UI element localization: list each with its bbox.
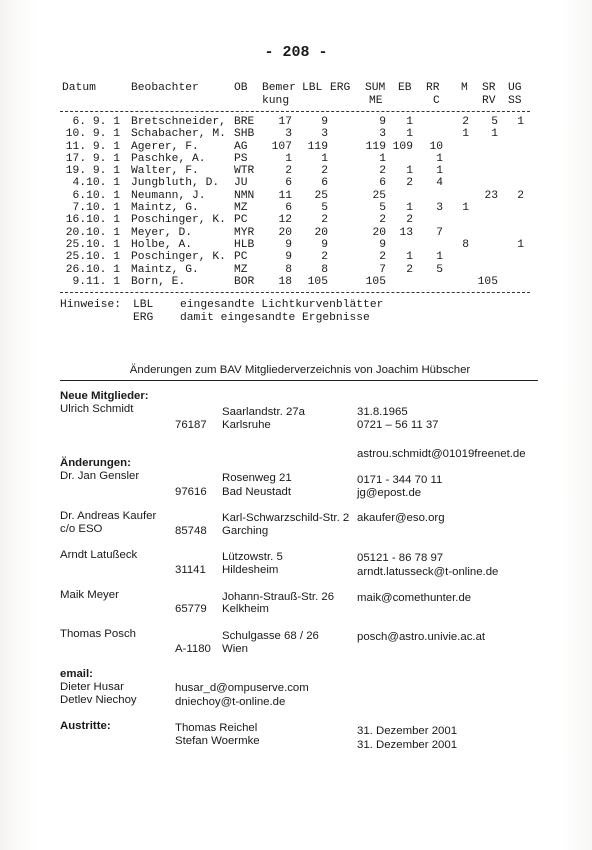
cell-rr: 10 — [429, 140, 443, 153]
header-me: ME — [369, 95, 383, 107]
cell-datum: 4.10. 1 — [72, 177, 120, 190]
cell-lbl: 18 — [278, 275, 292, 288]
cell-ob: BOR — [234, 275, 255, 288]
new-members-heading: Neue Mitglieder: — [60, 390, 149, 402]
cell-rr: 3 — [436, 202, 443, 215]
table-row — [0, 264, 592, 276]
cell-lbl: 9 — [285, 251, 292, 264]
cell-eb: 1 — [406, 251, 413, 264]
cell-beobachter: Maintz, G. — [131, 202, 199, 215]
cell-sr: 105 — [477, 275, 498, 288]
member-name: Arndt Latußeck — [60, 549, 138, 561]
cell-ob: AG — [234, 140, 248, 153]
member-city: Wien — [222, 643, 248, 655]
table-row — [0, 116, 592, 128]
cell-datum: 20.10. 1 — [65, 226, 120, 239]
cell-datum: 6.10. 1 — [72, 189, 120, 202]
section-rule — [60, 380, 538, 381]
cell-datum: 25.10. 1 — [65, 251, 120, 264]
cell-lbl: 6 — [285, 177, 292, 190]
header-ss: SS — [508, 95, 522, 107]
email-heading: email: — [60, 668, 93, 680]
member-name: Dr. Jan Gensler — [60, 470, 140, 482]
table-row — [0, 141, 592, 153]
email-address: husar_d@ompuserve.com — [175, 682, 309, 694]
table-row — [0, 202, 592, 214]
table-row — [0, 128, 592, 140]
member-city: Garching — [222, 525, 269, 537]
cell-sum: 9 — [379, 238, 386, 251]
cell-ob: JU — [234, 177, 248, 190]
email-name: Detlev Niechoy — [60, 694, 137, 706]
member-zip: 31141 — [175, 564, 206, 576]
exit-date: 31. Dezember 2001 — [357, 739, 458, 751]
cell-rr: 5 — [436, 263, 443, 276]
member-street: Saarlandstr. 27a — [222, 406, 305, 418]
cell-ob: PS — [234, 152, 248, 165]
header-bemer: Bemer — [262, 82, 296, 94]
header-ob: OB — [234, 82, 248, 94]
member-phone: 0171 - 344 70 11 — [357, 474, 443, 486]
cell-erg: 3 — [321, 128, 328, 141]
cell-sum: 2 — [379, 251, 386, 264]
cell-sum: 20 — [372, 226, 386, 239]
cell-erg: 105 — [307, 275, 328, 288]
cell-rr: 7 — [436, 226, 443, 239]
cell-datum: 9.11. 1 — [72, 275, 120, 288]
table-row — [0, 276, 592, 288]
cell-sum: 5 — [379, 202, 386, 215]
member-zip: 65779 — [175, 603, 207, 615]
table-top-divider — [60, 111, 530, 112]
header-c: C — [433, 95, 440, 107]
cell-datum: 10. 9. 1 — [65, 128, 120, 141]
cell-lbl: 3 — [285, 128, 292, 141]
table-row — [0, 227, 592, 239]
cell-sr: 1 — [491, 128, 498, 141]
cell-erg: 25 — [314, 189, 328, 202]
header-ug: UG — [508, 82, 522, 94]
cell-erg: 1 — [321, 152, 328, 165]
table-row — [0, 153, 592, 165]
member-birthdate: 31.8.1965 — [357, 406, 408, 418]
member-city: Hildesheim — [222, 564, 279, 576]
cell-sum: 7 — [379, 263, 386, 276]
cell-erg: 9 — [321, 238, 328, 251]
cell-ug: 1 — [517, 238, 524, 251]
cell-erg: 5 — [321, 202, 328, 215]
cell-datum: 7.10. 1 — [72, 202, 120, 215]
exit-name: Stefan Woermke — [175, 735, 260, 747]
cell-rr: 4 — [436, 177, 443, 190]
member-zip: 97616 — [175, 486, 207, 498]
table-row — [0, 177, 592, 189]
member-email: akaufer@eso.org — [357, 512, 445, 524]
cell-ob: HLB — [234, 238, 255, 251]
member-zip: 76187 — [175, 419, 207, 431]
cell-m: 1 — [462, 202, 469, 215]
member-email: astrou.schmidt@01019freenet.de — [357, 448, 526, 460]
header-datum: Datum — [62, 82, 96, 94]
cell-beobachter: Walter, F. — [131, 165, 199, 178]
cell-m: 1 — [462, 128, 469, 141]
cell-beobachter: Neumann, J. — [131, 189, 206, 202]
cell-beobachter: Meyer, D. — [131, 226, 193, 239]
cell-eb: 2 — [406, 263, 413, 276]
email-name: Dieter Husar — [60, 681, 124, 693]
member-city: Bad Neustadt — [222, 486, 292, 498]
cell-datum: 16.10. 1 — [65, 214, 120, 227]
cell-eb: 13 — [399, 226, 413, 239]
cell-datum: 6. 9. 1 — [72, 116, 120, 128]
member-email: posch@astro.univie.ac.at — [357, 631, 486, 643]
cell-rr: 1 — [436, 152, 443, 165]
cell-lbl: 11 — [278, 189, 292, 202]
header-sr: SR — [482, 82, 496, 94]
changes-heading: Änderungen: — [60, 457, 131, 469]
note-abbr: ERG — [133, 312, 154, 324]
cell-datum: 11. 9. 1 — [65, 140, 120, 153]
member-name: Thomas Posch — [60, 628, 136, 640]
cell-ob: MYR — [234, 226, 255, 239]
cell-datum: 26.10. 1 — [65, 263, 120, 276]
cell-sum: 3 — [379, 128, 386, 141]
cell-sum: 2 — [379, 214, 386, 227]
cell-erg: 2 — [321, 251, 328, 264]
header-kung: kung — [262, 95, 290, 107]
member-street: Rosenweg 21 — [222, 472, 292, 484]
cell-beobachter: Paschke, A. — [131, 152, 206, 165]
member-name: Maik Meyer — [60, 589, 119, 601]
cell-sum: 105 — [365, 275, 386, 288]
cell-lbl: 9 — [285, 238, 292, 251]
cell-beobachter: Jungbluth, D. — [131, 177, 220, 190]
note-text: damit eingesandte Ergebnisse — [180, 312, 370, 324]
cell-eb: 1 — [406, 202, 413, 215]
cell-lbl: 20 — [278, 226, 292, 239]
cell-beobachter: Maintz, G. — [131, 263, 199, 276]
cell-beobachter: Poschinger, K. — [131, 214, 226, 227]
member-street: Lützowstr. 5 — [222, 551, 283, 563]
cell-sum: 2 — [379, 165, 386, 178]
exit-date: 31. Dezember 2001 — [357, 725, 458, 737]
cell-ob: SHB — [234, 128, 255, 141]
cell-beobachter: Holbe, A. — [131, 238, 193, 251]
cell-ob: MZ — [234, 202, 248, 215]
header-eb: EB — [398, 82, 412, 94]
header-m: M — [461, 82, 468, 94]
table-row — [0, 239, 592, 251]
member-street: Karl-Schwarzschild-Str. 2 — [222, 512, 350, 524]
changes-section-title: Änderungen zum BAV Mitgliederverzeichnis von Joachim Hübscher — [129, 364, 471, 376]
table-row — [0, 165, 592, 177]
member-name-line2: c/o ESO — [60, 523, 103, 535]
member-name: Ulrich Schmidt — [60, 403, 134, 415]
cell-ug: 2 — [517, 189, 524, 202]
cell-sr: 23 — [484, 189, 498, 202]
cell-rr: 1 — [436, 251, 443, 264]
cell-ob: BRE — [234, 116, 255, 128]
cell-eb: 1 — [406, 116, 413, 128]
member-phone: 0721 – 56 11 37 — [357, 419, 439, 431]
cell-erg: 9 — [321, 116, 328, 128]
cell-eb: 2 — [406, 214, 413, 227]
cell-beobachter: Schabacher, M. — [131, 128, 226, 141]
header-erg: ERG — [330, 82, 351, 94]
cell-beobachter: Agerer, F. — [131, 140, 199, 153]
cell-ob: WTR — [234, 165, 255, 178]
cell-datum: 17. 9. 1 — [65, 152, 120, 165]
cell-m: 8 — [462, 238, 469, 251]
member-zip: A-1180 — [175, 643, 211, 655]
exit-name: Thomas Reichel — [175, 722, 258, 734]
table-row — [0, 251, 592, 263]
header-lbl: LBL — [302, 82, 323, 94]
cell-eb: 2 — [406, 177, 413, 190]
member-city: Kelkheim — [222, 603, 269, 615]
header-beobachter: Beobachter — [131, 82, 199, 94]
notes-label: Hinweise: — [60, 299, 122, 311]
cell-beobachter: Born, E. — [131, 275, 186, 288]
member-city: Karlsruhe — [222, 419, 271, 431]
header-rv: RV — [482, 95, 496, 107]
member-name: Dr. Andreas Kaufer — [60, 510, 157, 522]
cell-erg: 6 — [321, 177, 328, 190]
exits-heading: Austritte: — [60, 720, 111, 732]
cell-eb: 1 — [406, 128, 413, 141]
cell-erg: 2 — [321, 165, 328, 178]
note-text: eingesandte Lichtkurvenblätter — [180, 299, 384, 311]
table-bottom-divider — [60, 292, 530, 293]
cell-ob: PC — [234, 214, 248, 227]
cell-lbl: 6 — [285, 202, 292, 215]
note-abbr: LBL — [133, 299, 154, 311]
cell-datum: 25.10. 1 — [65, 238, 120, 251]
page-number: - 208 - — [264, 44, 328, 61]
member-email: jg@epost.de — [357, 487, 422, 499]
header-rr: RR — [426, 82, 440, 94]
cell-beobachter: Bretschneider, — [131, 116, 226, 128]
header-sum: SUM — [365, 82, 386, 94]
cell-lbl: 107 — [271, 140, 292, 153]
cell-datum: 19. 9. 1 — [65, 165, 120, 178]
cell-rr: 1 — [436, 165, 443, 178]
cell-ob: PC — [234, 251, 248, 264]
member-street: Johann-Strauß-Str. 26 — [222, 591, 335, 603]
member-email: arndt.latusseck@t-online.de — [357, 566, 499, 578]
cell-erg: 119 — [307, 140, 328, 153]
cell-erg: 2 — [321, 214, 328, 227]
cell-sum: 25 — [372, 189, 386, 202]
cell-eb: 1 — [406, 165, 413, 178]
cell-lbl: 17 — [278, 116, 292, 128]
cell-m: 2 — [462, 116, 469, 128]
cell-sum: 119 — [365, 140, 386, 153]
member-zip: 85748 — [175, 525, 207, 537]
observations-table-header — [0, 82, 592, 108]
cell-erg: 20 — [314, 226, 328, 239]
cell-sr: 5 — [491, 116, 498, 128]
cell-lbl: 12 — [278, 214, 292, 227]
cell-sum: 1 — [379, 152, 386, 165]
cell-ob: MZ — [234, 263, 248, 276]
member-street: Schulgasse 68 / 26 — [222, 630, 319, 642]
member-phone: 05121 - 86 78 97 — [357, 552, 444, 564]
table-row — [0, 214, 592, 226]
cell-sum: 6 — [379, 177, 386, 190]
cell-ob: NMN — [234, 189, 255, 202]
observations-table-body — [0, 116, 592, 288]
email-address: dniechoy@t-online.de — [175, 696, 286, 708]
cell-erg: 8 — [321, 263, 328, 276]
cell-lbl: 8 — [285, 263, 292, 276]
cell-eb: 109 — [392, 140, 413, 153]
cell-beobachter: Poschinger, K. — [131, 251, 226, 264]
member-email: maik@comethunter.de — [357, 592, 472, 604]
cell-ug: 1 — [517, 116, 524, 128]
table-row — [0, 190, 592, 202]
cell-sum: 9 — [379, 116, 386, 128]
cell-lbl: 1 — [285, 152, 292, 165]
cell-lbl: 2 — [285, 165, 292, 178]
